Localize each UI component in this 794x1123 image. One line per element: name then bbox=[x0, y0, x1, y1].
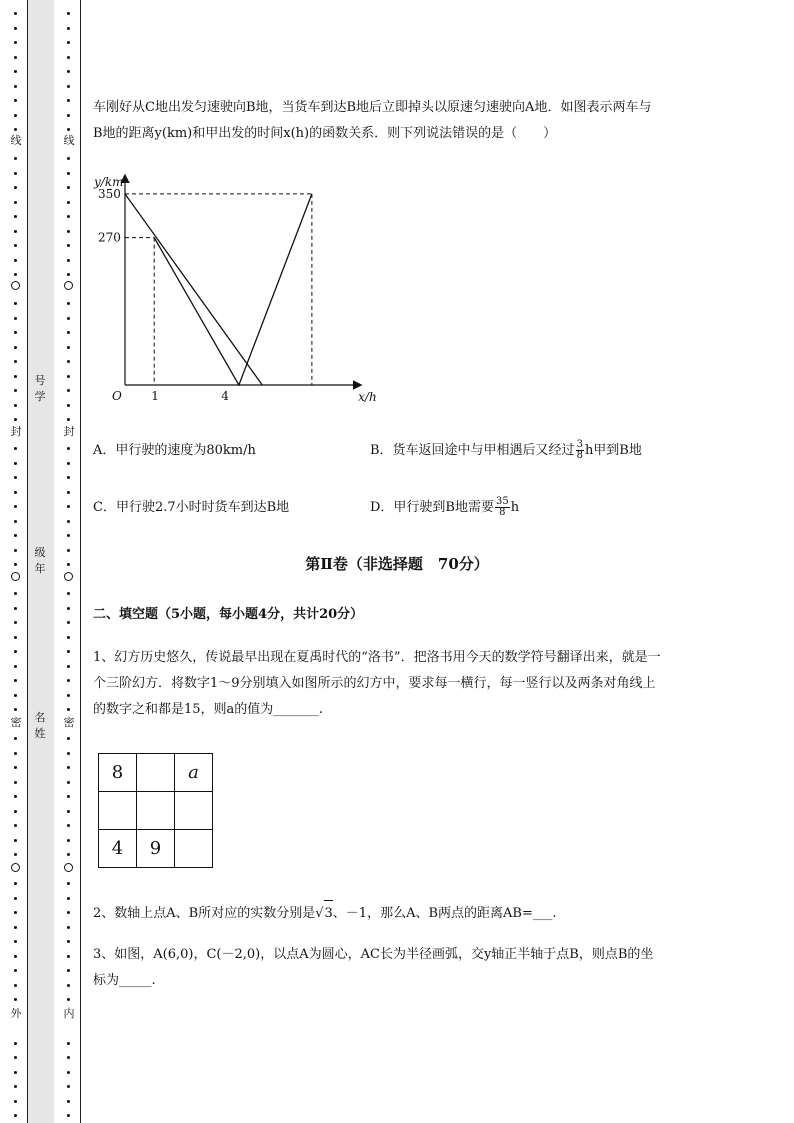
seal-dot bbox=[14, 694, 17, 697]
option-b bbox=[370, 438, 642, 464]
seal-dot bbox=[14, 360, 17, 363]
section-title: 第Ⅱ卷（非选择题 70分） bbox=[305, 555, 489, 573]
seal-dot bbox=[14, 955, 17, 958]
distance-time-chart bbox=[88, 168, 377, 408]
option-b-suffix: h甲到B地 bbox=[584, 443, 642, 458]
seal-dot bbox=[14, 766, 17, 769]
seal-dot bbox=[67, 1071, 70, 1074]
seal-dot bbox=[14, 418, 17, 421]
seal-dot bbox=[14, 549, 17, 552]
seal-dot bbox=[67, 926, 70, 929]
seal-dot bbox=[67, 259, 70, 262]
seal-dot bbox=[14, 1071, 17, 1074]
q3-line-2: 标为_____. bbox=[93, 973, 156, 988]
magic-cell bbox=[175, 792, 213, 830]
y-tick-label: 350 bbox=[98, 186, 121, 201]
seal-dot bbox=[67, 549, 70, 552]
seal-char-xian-inner: 线 bbox=[63, 134, 75, 147]
seal-dot bbox=[67, 882, 70, 885]
seal-dot bbox=[67, 650, 70, 653]
seal-dot bbox=[67, 1056, 70, 1059]
option-d-denominator: 8 bbox=[499, 507, 506, 518]
seal-dot bbox=[14, 259, 17, 262]
seal-dot bbox=[14, 882, 17, 885]
seal-dot bbox=[67, 273, 70, 276]
seal-dot bbox=[67, 998, 70, 1001]
seal-dot bbox=[67, 346, 70, 349]
seal-char-mi-inner: 密 bbox=[63, 716, 75, 729]
option-d-fraction bbox=[495, 497, 510, 518]
seal-dot bbox=[14, 781, 17, 784]
seal-dot bbox=[67, 708, 70, 711]
seal-dot bbox=[14, 897, 17, 900]
seal-dot bbox=[14, 926, 17, 929]
option-b-denominator: 8 bbox=[576, 450, 583, 461]
seal-dot bbox=[67, 1042, 70, 1045]
seal-dot bbox=[14, 650, 17, 653]
q2-suffix: 、－1，那么A、B两点的距离AB=___. bbox=[332, 906, 557, 921]
seal-dot bbox=[14, 389, 17, 392]
series-line bbox=[154, 194, 312, 385]
seal-dot bbox=[14, 462, 17, 465]
seal-dot bbox=[14, 984, 17, 987]
seal-dot bbox=[14, 911, 17, 914]
seal-circle bbox=[11, 863, 20, 872]
seal-dot bbox=[14, 215, 17, 218]
seal-dot bbox=[67, 56, 70, 59]
seal-dot bbox=[67, 824, 70, 827]
q3-line-1: 3、如图，A(6,0)，C(－2,0)，以点A为圆心，AC长为半径画弧，交y轴正半轴于点B，则点B的坐 bbox=[93, 947, 654, 962]
q1-line-3: 的数字之和都是15，则a的值为_______. bbox=[93, 702, 323, 717]
seal-dot bbox=[14, 592, 17, 595]
seal-dot bbox=[14, 534, 17, 537]
magic-cell: 4 bbox=[99, 830, 137, 868]
seal-dot bbox=[14, 752, 17, 755]
option-b-fraction bbox=[576, 440, 584, 461]
seal-dot bbox=[67, 621, 70, 624]
seal-dot bbox=[67, 679, 70, 682]
seal-dot bbox=[14, 128, 17, 131]
seal-dot bbox=[14, 491, 17, 494]
seal-dot bbox=[67, 317, 70, 320]
q2-line bbox=[93, 900, 556, 927]
seal-dot bbox=[14, 1114, 17, 1117]
seal-dot bbox=[67, 737, 70, 740]
y-tick-label: 270 bbox=[98, 230, 121, 245]
seal-circle bbox=[11, 281, 20, 290]
seal-dot bbox=[14, 331, 17, 334]
seal-dot bbox=[67, 911, 70, 914]
option-d-text: D．甲行驶到B地需要 bbox=[370, 500, 494, 515]
x-tick-label: 1 bbox=[151, 389, 159, 403]
option-d bbox=[370, 495, 519, 521]
seal-dot bbox=[14, 186, 17, 189]
seal-dot bbox=[67, 607, 70, 610]
seal-dot bbox=[14, 302, 17, 305]
seal-dot bbox=[67, 781, 70, 784]
seal-dot bbox=[67, 302, 70, 305]
seal-dot bbox=[14, 27, 17, 30]
seal-dot bbox=[67, 969, 70, 972]
seal-dot bbox=[14, 99, 17, 102]
seal-dot bbox=[67, 360, 70, 363]
seal-circle bbox=[64, 281, 73, 290]
seal-dot bbox=[67, 1100, 70, 1103]
magic-cell bbox=[99, 792, 137, 830]
seal-dot bbox=[67, 172, 70, 175]
x-axis-label: x/h bbox=[358, 390, 377, 404]
seal-dot bbox=[14, 114, 17, 117]
seal-dot bbox=[14, 636, 17, 639]
seal-dot bbox=[67, 795, 70, 798]
fill-in-heading: 二、填空题（5小题，每小题4分，共计20分） bbox=[93, 607, 364, 622]
seal-dot bbox=[14, 12, 17, 15]
option-a: A．甲行驶的速度为80km/h bbox=[93, 443, 256, 458]
seal-dot bbox=[67, 592, 70, 595]
seal-dot bbox=[67, 447, 70, 450]
seal-char-feng-outer: 封 bbox=[10, 425, 22, 438]
q2-text: 2、数轴上点A、B所对应的实数分别是 bbox=[93, 906, 316, 921]
seal-dot bbox=[67, 853, 70, 856]
seal-dot bbox=[14, 447, 17, 450]
x-tick-label: 4 bbox=[221, 389, 229, 403]
seal-dot bbox=[67, 128, 70, 131]
seal-dot bbox=[67, 839, 70, 842]
seal-dot bbox=[14, 85, 17, 88]
seal-dot bbox=[67, 244, 70, 247]
seal-dot bbox=[67, 375, 70, 378]
question-intro-line-1: 车刚好从C地出发匀速驶向B地，当货车到达B地后立即掉头以原速匀速驶向A地．如图表示两车与 bbox=[93, 100, 652, 115]
seal-dot bbox=[67, 694, 70, 697]
seal-dot bbox=[14, 810, 17, 813]
magic-cell: 8 bbox=[99, 754, 137, 792]
seal-dot bbox=[14, 157, 17, 160]
seal-dot bbox=[67, 201, 70, 204]
seal-dot bbox=[14, 346, 17, 349]
seal-char-feng-inner: 封 bbox=[63, 425, 75, 438]
seal-dot bbox=[14, 795, 17, 798]
series-line bbox=[125, 194, 262, 385]
seal-dot bbox=[14, 839, 17, 842]
seal-dot bbox=[14, 679, 17, 682]
seal-dot bbox=[67, 534, 70, 537]
seal-dot bbox=[67, 665, 70, 668]
seal-dot bbox=[14, 665, 17, 668]
seal-dot bbox=[14, 520, 17, 523]
seal-dot bbox=[67, 418, 70, 421]
seal-char-wai-outer: 外 bbox=[10, 1007, 22, 1020]
seal-dot bbox=[67, 99, 70, 102]
seal-dot bbox=[14, 998, 17, 1001]
seal-dot bbox=[67, 230, 70, 233]
seal-dot bbox=[67, 636, 70, 639]
seal-dot bbox=[67, 389, 70, 392]
q2-sqrt-radicand: 3 bbox=[324, 900, 333, 927]
seal-dot bbox=[67, 766, 70, 769]
seal-circle bbox=[64, 863, 73, 872]
magic-cell: 9 bbox=[137, 830, 175, 868]
seal-char-nei-inner: 内 bbox=[63, 1007, 75, 1020]
name-label: 名姓 bbox=[34, 711, 46, 740]
seal-dot bbox=[14, 70, 17, 73]
seal-dot bbox=[67, 491, 70, 494]
seal-char-mi-outer: 密 bbox=[10, 716, 22, 729]
seal-dot bbox=[14, 172, 17, 175]
seal-dot bbox=[14, 476, 17, 479]
seal-dot bbox=[14, 607, 17, 610]
q1-line-1: 1、幻方历史悠久，传说最早出现在夏禹时代的“洛书”．把洛书用今天的数学符号翻译出来，就是一 bbox=[93, 650, 661, 665]
seal-dot bbox=[67, 955, 70, 958]
seal-dot bbox=[14, 969, 17, 972]
seal-dot bbox=[67, 520, 70, 523]
seal-dot bbox=[14, 853, 17, 856]
seal-dot bbox=[67, 462, 70, 465]
seal-dot bbox=[67, 1114, 70, 1117]
seal-dot bbox=[14, 1056, 17, 1059]
seal-dot bbox=[67, 85, 70, 88]
magic-cell bbox=[137, 792, 175, 830]
seal-dot bbox=[67, 215, 70, 218]
seal-dot bbox=[14, 41, 17, 44]
option-c: C．甲行驶2.7小时时货车到达B地 bbox=[93, 500, 290, 515]
seal-dot bbox=[67, 114, 70, 117]
seal-dot bbox=[67, 897, 70, 900]
student-id-label: 号学 bbox=[34, 374, 46, 403]
seal-char-xian-outer: 线 bbox=[10, 134, 22, 147]
seal-dot bbox=[14, 1085, 17, 1088]
seal-dot bbox=[14, 1100, 17, 1103]
seal-dot bbox=[14, 404, 17, 407]
seal-dot bbox=[14, 56, 17, 59]
magic-cell: a bbox=[175, 754, 213, 792]
seal-dot bbox=[67, 404, 70, 407]
seal-dot bbox=[14, 230, 17, 233]
seal-dot bbox=[14, 375, 17, 378]
seal-dot bbox=[67, 940, 70, 943]
option-d-suffix: h bbox=[510, 500, 520, 515]
seal-dot bbox=[67, 810, 70, 813]
seal-dot bbox=[67, 70, 70, 73]
grade-label: 级年 bbox=[34, 546, 46, 575]
sqrt-sign: √ bbox=[315, 906, 324, 921]
seal-dot bbox=[67, 41, 70, 44]
seal-dot bbox=[67, 1085, 70, 1088]
seal-dot bbox=[14, 940, 17, 943]
question-intro-line-2: B地的距离y(km)和甲出发的时间x(h)的函数关系．则下列说法错误的是（ ） bbox=[93, 126, 557, 141]
seal-dot bbox=[67, 12, 70, 15]
seal-dot bbox=[14, 201, 17, 204]
y-axis-label: y/km bbox=[94, 175, 124, 189]
seal-dot bbox=[14, 273, 17, 276]
q1-line-2: 个三阶幻方．将数字1～9分别填入如图所示的幻方中，要求每一横行，每一竖行以及两条对角线上 bbox=[93, 676, 656, 691]
option-d-numerator: 35 bbox=[495, 496, 509, 507]
seal-dot bbox=[14, 317, 17, 320]
seal-dot bbox=[67, 752, 70, 755]
seal-dot bbox=[14, 621, 17, 624]
magic-square bbox=[98, 753, 213, 868]
seal-dot bbox=[67, 331, 70, 334]
seal-dot bbox=[67, 984, 70, 987]
seal-dot bbox=[67, 476, 70, 479]
seal-dot bbox=[14, 708, 17, 711]
option-b-text: B．货车返回途中与甲相遇后又经过 bbox=[370, 443, 575, 458]
seal-dot bbox=[14, 824, 17, 827]
seal-dot bbox=[67, 505, 70, 508]
seal-dot bbox=[67, 157, 70, 160]
seal-dot bbox=[14, 505, 17, 508]
seal-dot bbox=[67, 186, 70, 189]
magic-cell bbox=[137, 754, 175, 792]
seal-dot bbox=[14, 244, 17, 247]
option-b-numerator: 3 bbox=[576, 439, 583, 450]
origin-label: O bbox=[112, 389, 122, 403]
magic-cell bbox=[175, 830, 213, 868]
seal-dot bbox=[67, 27, 70, 30]
seal-dot bbox=[14, 1042, 17, 1045]
seal-dot bbox=[14, 737, 17, 740]
